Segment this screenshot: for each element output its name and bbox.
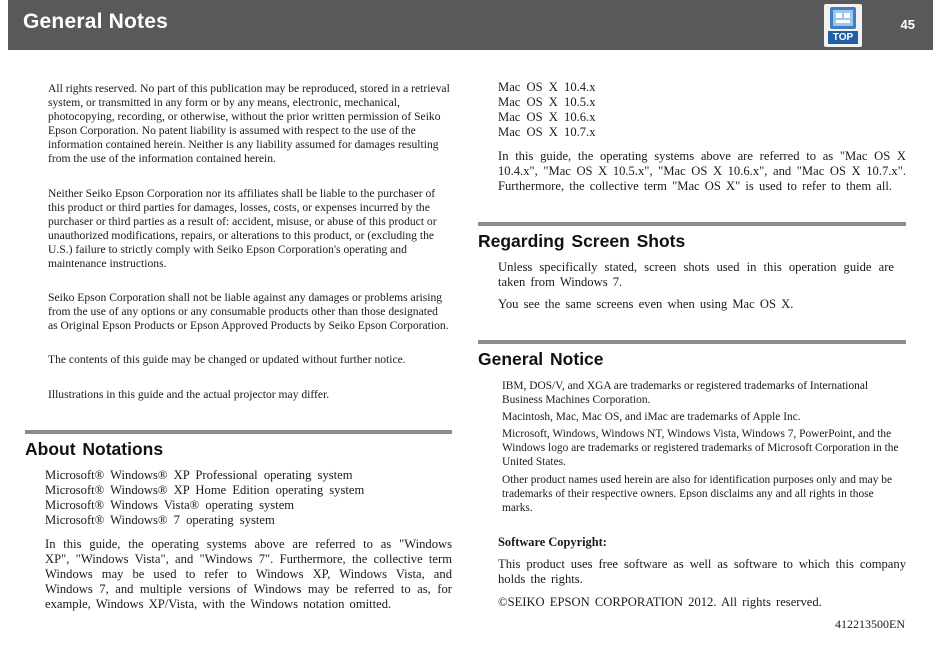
trademark-other: Other product names used herein are also for identification purposes only and may be trademarks of their respective owners. Epson disclaims any and all rights in those marks. [502, 473, 893, 514]
section-rule [25, 430, 452, 434]
windows-notation-text: In this guide, the operating systems above are referred to as "Windows XP", "Windows Vista", and "Windows 7". Furthermore, the collective term Windows may be used to refer to Windows XP, Windows Vista, and Windows 7, and multiple versions of Windows may be referred to as, for example, Windows XP/Vista, with the Windows notation omitted. [45, 537, 452, 611]
list-item: Mac OS X 10.4.x [498, 80, 596, 94]
legal-paragraph-changes: The contents of this guide may be changed or updated without further notice. [48, 353, 406, 367]
copyright-title: Software Copyright: [498, 535, 607, 549]
section-rule [478, 222, 906, 226]
legal-paragraph-rights: All rights reserved. No part of this publication may be reproduced, stored in a retrieval system, or transmitted in any form or by any means, electronic, mechanical, photocopying, recording, or otherwise, without the prior written permission of Seiko Epson Corporation. No patent liability is assumed with respect to the use of the information contained herein. Neither is any liability assumed for damages resulting from the use of the information contained herein. [48, 82, 450, 166]
mac-notations [498, 80, 906, 194]
copyright-body: This product uses free software as well as software to which this company holds the rights. [498, 557, 906, 586]
mac-notation-text: In this guide, the operating systems above are referred to as "Mac OS X 10.4.x", "Mac OS X 10.5.x", "Mac OS X 10.6.x", and "Mac OS X 10.7.x". Furthermore, the collective term "Mac OS X" is used to refer to them all. [498, 149, 906, 193]
trademark-ibm: IBM, DOS/V, and XGA are trademarks or registered trademarks of International Business Machines Corporation. [502, 380, 869, 407]
screen-shots-heading: Regarding Screen Shots [478, 231, 686, 251]
document-code: 412213500EN [835, 617, 905, 631]
about-notations-heading: About Notations [25, 439, 164, 459]
list-item: Microsoft® Windows® XP Home Edition operating system [45, 483, 365, 497]
page-number: 45 [900, 17, 915, 32]
about-notations-section [25, 430, 452, 460]
legal-paragraph-illustrations: Illustrations in this guide and the actual projector may differ. [48, 387, 330, 401]
screen-shots-text: Unless specifically stated, screen shots used in this operation guide are taken from Windows 7. [498, 260, 894, 289]
top-button-label: TOP [832, 32, 854, 43]
screen-shots-mac-text: You see the same screens even when using Mac OS X. [498, 297, 794, 311]
windows-os-list [45, 468, 452, 528]
list-item: Microsoft® Windows® 7 operating system [45, 513, 275, 527]
section-rule [478, 340, 906, 344]
trademark-microsoft: Microsoft, Windows, Windows NT, Windows Vista, Windows 7, PowerPoint, and the Windows logo are trademarks or registered trademarks of Microsoft Corporation in the United States. [502, 428, 899, 469]
legal-paragraph-consumables: Seiko Epson Corporation shall not be liable against any damages or problems arising from the use of any options or any consumable products other than those designated as Original Epson Products or Epson Approved Products by Seiko Epson Corporation. [48, 291, 449, 333]
list-item: Mac OS X 10.6.x [498, 110, 596, 124]
list-item: Microsoft® Windows® XP Professional operating system [45, 468, 353, 482]
copyright-notice: ©SEIKO EPSON CORPORATION 2012. All rights reserved. [498, 595, 822, 609]
list-item: Mac OS X 10.7.x [498, 125, 596, 139]
list-item: Microsoft® Windows Vista® operating system [45, 498, 295, 512]
general-notice-content [502, 379, 904, 515]
mac-os-list [498, 80, 906, 140]
top-button[interactable] [824, 4, 862, 47]
trademark-apple: Macintosh, Mac, Mac OS, and iMac are trademarks of Apple Inc. [502, 411, 801, 424]
legal-notices [48, 82, 450, 402]
screen-shots-content [498, 260, 894, 312]
page-title: General Notes [23, 10, 168, 33]
general-notice-section [478, 340, 906, 370]
general-notice-heading: General Notice [478, 349, 604, 369]
page-header [8, 0, 933, 50]
legal-paragraph-liability: Neither Seiko Epson Corporation nor its affiliates shall be liable to the purchaser of this product or third parties for damages, losses, costs, or expenses incurred by the purchaser or third parties as a result of: accident, misuse, or abuse of this product or unauthorized modifications, repairs, or alterations to this product, or (excluding the U.S.) failure to strictly comply with Seiko Epson Corporation's operating and maintenance instructions. [48, 186, 437, 271]
software-copyright [498, 535, 906, 610]
about-notations-content [45, 468, 452, 612]
list-item: Mac OS X 10.5.x [498, 95, 596, 109]
screen-shots-section [478, 222, 906, 252]
